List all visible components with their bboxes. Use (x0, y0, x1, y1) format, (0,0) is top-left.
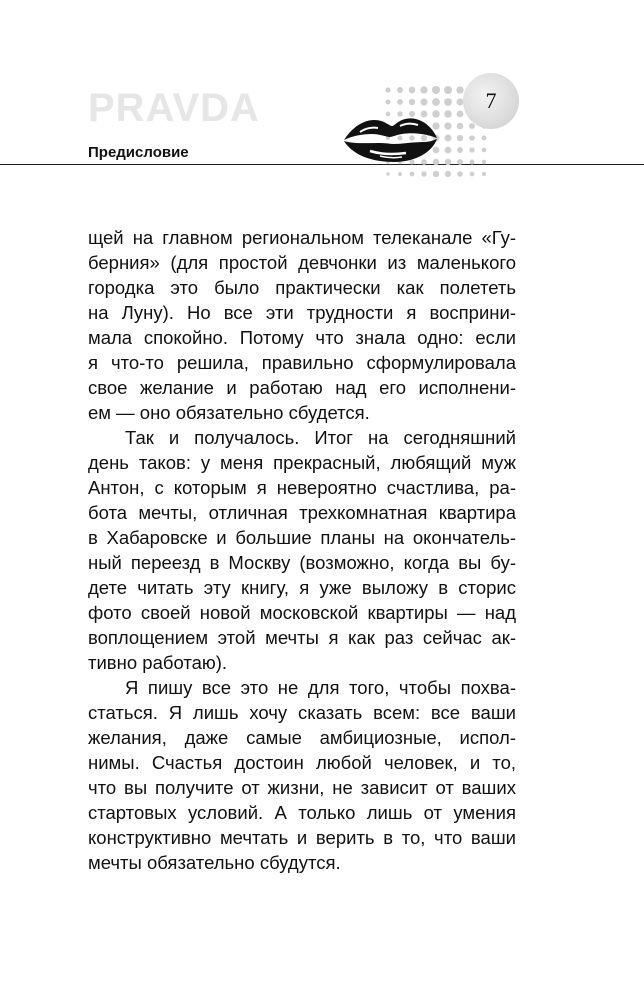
body-text (88, 225, 516, 875)
text-line: городка это было практически как полететь (88, 277, 516, 298)
text-line: Антон, с которым я невероятно счастлива, ра- (88, 477, 516, 498)
text-line: я что-то решила, правильно сформулировала (88, 352, 516, 373)
header-rule (0, 164, 644, 165)
text-line: бота мечты, отличная трехкомнатная квартира (88, 502, 516, 523)
text-line: дете читать эту книгу, я уже выложу в сторис (88, 577, 516, 598)
text-line: конструктивно мечтать и верить в то, что ваши (88, 827, 516, 848)
text-line: желания, даже самые амбициозные, испол- (88, 727, 516, 748)
text-line: нимы. Счастья достоин любой человек, и то, (88, 752, 516, 773)
text-line: фото своей новой московской квартиры — над (88, 602, 516, 623)
text-line: стартовых условий. А только лишь от умения (88, 802, 516, 823)
text-line: воплощением этой мечты я как раз сейчас ак- (88, 627, 516, 648)
text-line: ем — оно обязательно сбудется. (88, 402, 370, 423)
text-line: Так и получалось. Итог на сегодняшний (125, 427, 516, 448)
text-line: в Хабаровске и большие планы на окончатель- (88, 527, 516, 548)
lips-icon (340, 110, 440, 166)
text-line: мала спокойно. Потому что знала одно: если (88, 327, 516, 348)
text-line: свое желание и работаю над его исполнени- (88, 377, 516, 398)
text-line: берния» (для простой девчонки из маленького (88, 252, 516, 273)
section-title: Предисловие (88, 144, 189, 161)
text-line: что вы получите от жизни, не зависит от ваших (88, 777, 516, 798)
text-line: статься. Я лишь хочу сказать всем: все ваши (88, 702, 516, 723)
text-line: Я пишу все это не для того, чтобы похва- (125, 677, 516, 698)
text-line: на Луну). Но все эти трудности я восприни- (88, 302, 516, 323)
text-line: мечты обязательно сбудутся. (88, 852, 341, 873)
running-head-brand: PRAVDA (88, 86, 260, 130)
text-line: щей на главном региональном телеканале «Гу- (88, 227, 516, 248)
page-number: 7 (485, 88, 497, 113)
text-line: ный переезд в Москву (возможно, когда вы бу- (88, 552, 516, 573)
text-line: день таков: у меня прекрасный, любящий муж (88, 452, 516, 473)
text-line: тивно работаю). (88, 652, 228, 673)
